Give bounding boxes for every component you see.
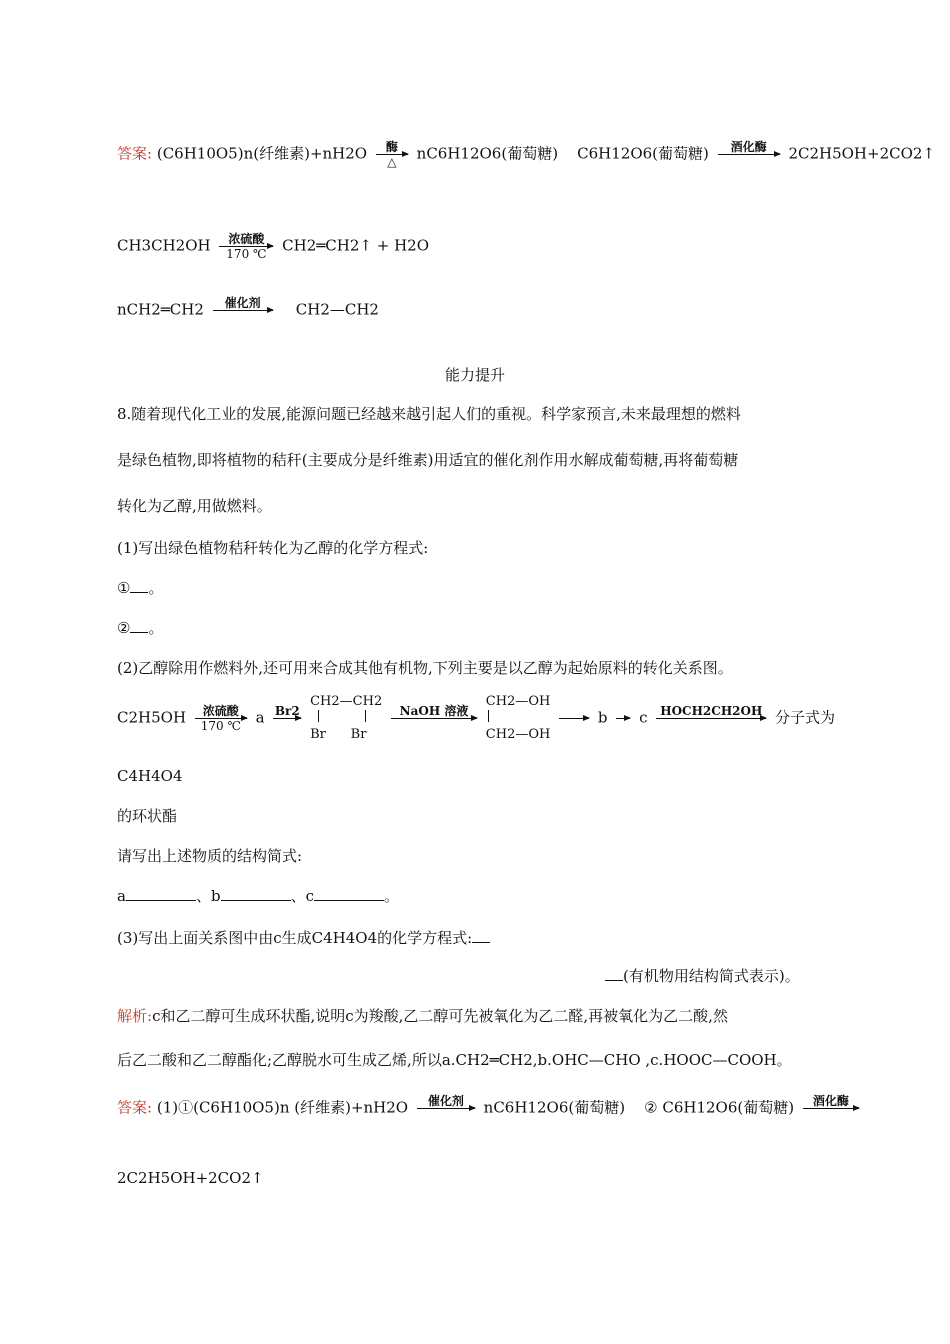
top-answer-line3 — [117, 296, 379, 325]
scheme-start: C2H5OH — [117, 708, 187, 727]
ethylene-glycol-structure: CH2—OH CH2—OH — [485, 694, 551, 742]
scheme-a: a — [255, 708, 265, 727]
answer-label: 答案: — [117, 1098, 153, 1117]
analysis-label: 解析: — [117, 1007, 153, 1025]
eq2-left: C6H12O6(葡萄糖) — [577, 144, 709, 163]
question-part1: (1)写出绿色植物秸秆转化为乙醇的化学方程式: — [117, 539, 429, 557]
eq2-arrow: 酒化酶 — [718, 140, 780, 169]
analysis-line1: 解析:c和乙二醇可生成环状酯,说明c为羧酸,乙二醇可先被氧化为乙二醛,再被氧化为乙二酸,然 — [117, 1007, 728, 1025]
eq1-arrow: 酶 △ — [376, 140, 408, 169]
question-stem-line3: 转化为乙醇,用做燃料。 — [117, 497, 272, 515]
ask-structures: 请写出上述物质的结构简式: — [117, 847, 303, 865]
answer-blank-b[interactable] — [221, 886, 291, 901]
answer-blank[interactable] — [130, 578, 148, 593]
question-part2: (2)乙醇除用作燃料外,还可用来合成其他有机物,下列主要是以乙醇为起始原料的转化关系图。 — [117, 659, 733, 677]
dibromoethane-structure: CH2—CH2 Br Br — [310, 694, 383, 742]
bottom-answer-line2: 2C2H5OH+2CO2↑ — [117, 1169, 264, 1187]
question-stem-line2: 是绿色植物,即将植物的秸秆(主要成分是纤维素)用适宜的催化剂作用水解成葡萄糖,再将葡萄糖 — [117, 451, 739, 469]
scheme-product-formula: C4H4O4 — [117, 767, 183, 785]
eq4-right: CH2—CH2 — [295, 300, 379, 319]
part1-item-2: ② 。 — [117, 619, 164, 637]
eq4-left: nCH2═CH2 — [117, 300, 204, 319]
eq3-arrow: 浓硫酸 170 ℃ — [219, 232, 273, 261]
scheme-c: c — [639, 708, 648, 727]
answer-blank[interactable] — [605, 966, 623, 981]
answer-blank[interactable] — [130, 618, 148, 633]
eq3-left: CH3CH2OH — [117, 236, 211, 255]
question-part3: (3)写出上面关系图中由c生成C4H4O4的化学方程式: — [117, 928, 490, 948]
scheme-arrow-2: Br2 — [274, 704, 300, 718]
scheme-product-desc: 的环状酯 — [117, 807, 178, 825]
eq2-right: 2C2H5OH+2CO2↑ — [788, 144, 936, 163]
eq1-right: nC6H12O6(葡萄糖) — [416, 144, 559, 163]
answer-blank-a[interactable] — [126, 886, 196, 901]
analysis-line2: 后乙二酸和乙二醇酯化;乙醇脱水可生成乙烯,所以a.CH2═CH2,b.OHC—CHO ,c.HOOC—COOH。 — [117, 1051, 792, 1069]
eq4-arrow: 催化剂 — [213, 296, 273, 325]
top-answer-line1 — [117, 140, 935, 169]
bottom-answer-line1: 答案: (1)①(C6H10O5)n (纤维素)+nH2O 催化剂 nC6H12O6(葡萄糖) ② C6H12O6(葡萄糖) 酒化酶 — [117, 1094, 863, 1123]
scheme-arrow-3: NaOH 溶液 — [391, 704, 477, 733]
bottom-eq1-arrow: 催化剂 — [417, 1094, 475, 1123]
part1-item-1: ① 。 — [117, 579, 164, 597]
scheme-arrow-4 — [559, 704, 589, 733]
scheme-arrow-1: 浓硫酸 170 ℃ — [195, 704, 247, 733]
scheme-arrow-5 — [616, 704, 630, 733]
scheme-arrow-6: HOCH2CH2OH — [656, 704, 766, 733]
answer-blank[interactable] — [472, 928, 490, 943]
scheme-b: b — [597, 708, 608, 727]
question-part3-note: (有机物用结构简式表示)。 — [605, 966, 800, 986]
eq1-left: (C6H10O5)n(纤维素)+nH2O — [156, 144, 368, 163]
structure-blanks: a 、b 、c 。 — [117, 887, 399, 905]
section-title: 能力提升 — [444, 366, 505, 384]
question-stem-line1: 8.随着现代化工业的发展,能源问题已经越来越引起人们的重视。科学家预言,未来最理想的燃料 — [117, 405, 741, 423]
scheme-product: 分子式为 — [775, 708, 836, 727]
bottom-eq2-arrow: 酒化酶 — [803, 1094, 859, 1123]
answer-blank-c[interactable] — [314, 886, 384, 901]
top-answer-line2 — [117, 232, 429, 261]
eq3-right: CH2═CH2↑ + H2O — [282, 236, 429, 255]
reaction-scheme — [117, 694, 835, 743]
answer-label: 答案: — [117, 144, 153, 163]
